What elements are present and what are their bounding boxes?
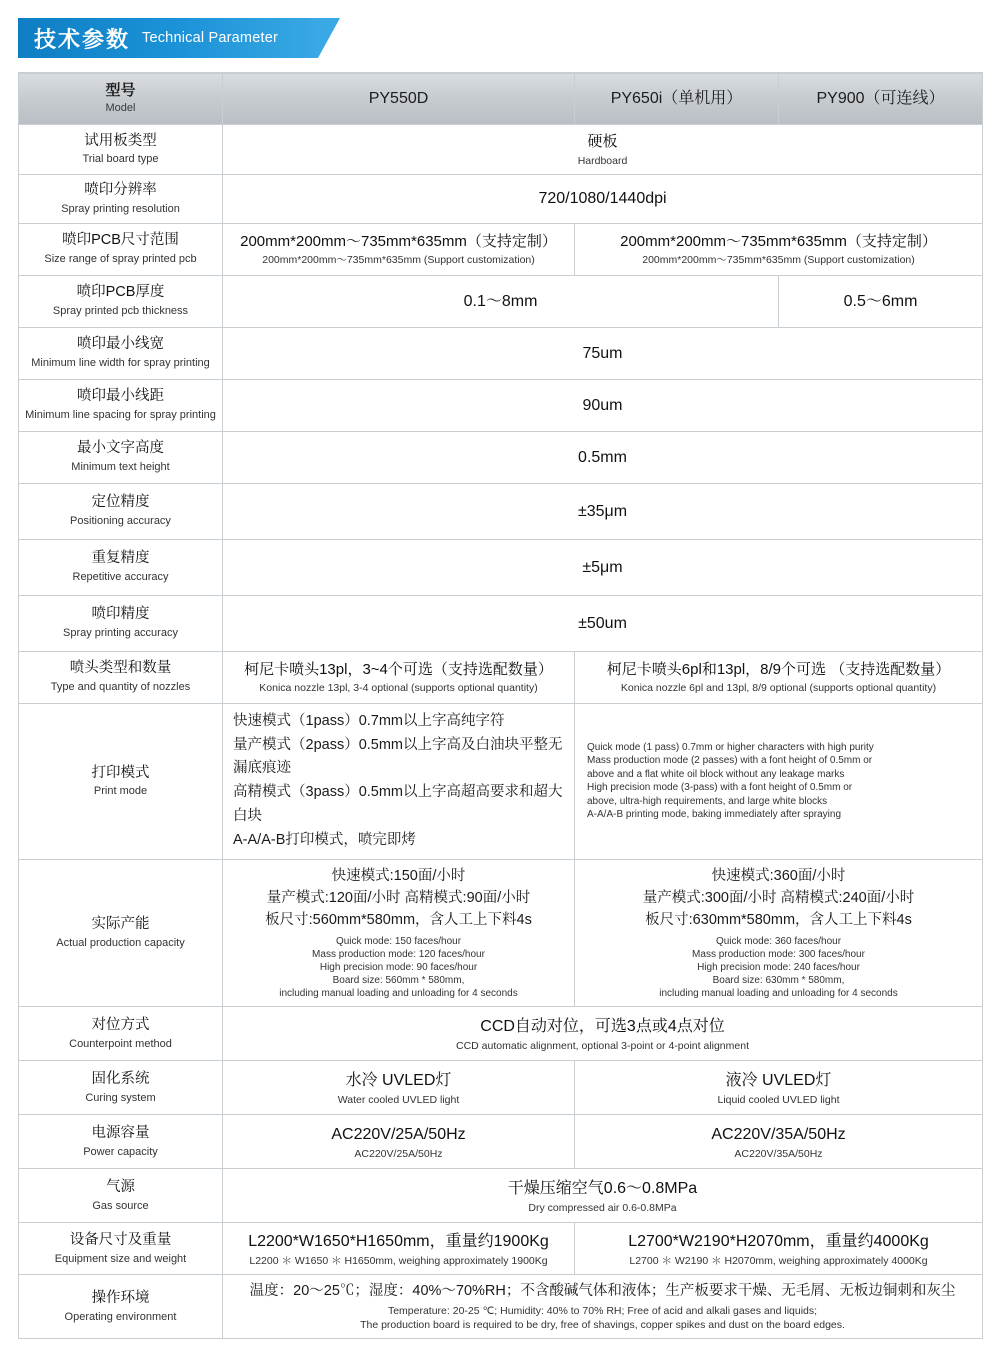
row-value-counterpoint (223, 1007, 983, 1061)
value-en: L2700 ＊ W2190 ＊ H2070mm, weighing approximately 4000Kg (629, 1254, 928, 1267)
capacity-line-en: High precision mode: 240 faces/hour (697, 962, 860, 974)
header-model-1: PY550D (368, 89, 429, 107)
label-cn: 喷头类型和数量 (69, 660, 172, 677)
table-row (19, 651, 983, 703)
row-label-positioning-accuracy (19, 483, 223, 539)
label-en: Size range of spray printed pcb (44, 253, 197, 266)
row-value-pcb-size-range-py550d (223, 223, 575, 275)
capacity-line-en: Board size: 560mm * 580mm, (332, 975, 465, 987)
value-en: Dry compressed air 0.6-0.8MPa (528, 1201, 677, 1214)
label-en: Repetitive accuracy (72, 571, 169, 584)
label-en: Equipment size and weight (54, 1252, 187, 1265)
value-en: 200mm*200mm～735mm*635mm (Support customization) (642, 254, 915, 267)
capacity-line: 量产模式:300面/小时 高精模式:240面/小时 (642, 889, 915, 906)
label-en: Spray printed pcb thickness (52, 305, 189, 318)
row-value-positioning-accuracy (223, 483, 983, 539)
row-value-capacity-py550d (223, 860, 575, 1007)
section-banner (18, 18, 340, 58)
row-value-capacity-py650i-py900 (575, 860, 983, 1007)
header-cell-py650i (575, 73, 779, 125)
value-cn: 柯尼卡喷头6pl和13pl，8/9个可选 （支持选配数量） (606, 660, 951, 678)
value-en: Hardboard (577, 154, 628, 167)
row-label-pcb-size-range (19, 223, 223, 275)
row-value-print-mode-en (575, 703, 983, 860)
value-cn: 0.1～8mm (463, 292, 538, 310)
table-row-print-mode (19, 703, 983, 860)
label-en: Spray printing accuracy (63, 627, 178, 640)
label-en: Positioning accuracy (70, 515, 171, 528)
capacity-en-right (581, 935, 976, 1000)
row-value-min-text-height (223, 431, 983, 483)
row-value-min-line-spacing (223, 379, 983, 431)
print-mode-line: 快速模式（1pass）0.7mm以上字高纯字符 (233, 712, 505, 729)
capacity-cn-left (229, 866, 568, 931)
row-label-print-mode (19, 703, 223, 860)
label-en: Gas source (92, 1199, 149, 1212)
table-body (19, 125, 983, 1339)
label-en: Counterpoint method (69, 1037, 172, 1050)
table-row (19, 1061, 983, 1115)
print-mode-line-en: High precision mode (3-pass) with a font height of 0.5mm or (587, 782, 853, 794)
value-cn: 200mm*200mm～735mm*635mm（支持定制） (240, 232, 557, 250)
row-value-nozzles-py650i-py900 (575, 651, 983, 703)
row-label-nozzles (19, 651, 223, 703)
table-row (19, 431, 983, 483)
table-row (19, 174, 983, 223)
row-value-repetitive-accuracy (223, 539, 983, 595)
capacity-line-en: Mass production mode: 300 faces/hour (692, 949, 865, 961)
value-cn: 0.5～6mm (843, 292, 918, 310)
label-en: Trial board type (82, 153, 159, 166)
print-mode-line: A-A/A-B打印模式，喷完即烤 (233, 832, 416, 849)
value-en: Konica nozzle 6pl and 13pl, 8/9 optional (supports optional quantity) (620, 682, 937, 695)
row-value-operating-environment (223, 1275, 983, 1339)
print-mode-line: 量产模式（2pass）0.5mm以上字高及白油块平整无漏底痕迹 (233, 736, 563, 777)
value-cn: 硬板 (587, 133, 618, 150)
row-label-resolution (19, 174, 223, 223)
label-cn: 电源容量 (91, 1125, 150, 1142)
print-mode-line-en: above and a flat white oil block without any leakage marks (587, 768, 845, 780)
print-mode-line-en: above, ultra-high requirements, and large white blocks (587, 795, 828, 807)
label-cn: 最小文字高度 (77, 440, 164, 457)
value-en: AC220V/35A/50Hz (734, 1147, 823, 1160)
label-cn: 喷印最小线距 (77, 388, 164, 405)
header-model-2: PY650i（单机用） (610, 89, 743, 107)
environment-cn: 温度：20～25℃；湿度：40%～70%RH；不含酸碱气体和液体；生产板要求干燥、无毛屑、无板边铜刺和灰尘 (249, 1283, 956, 1300)
table-row (19, 1169, 983, 1223)
label-cn: 重复精度 (91, 550, 150, 567)
header-model-cn: 型号 (105, 81, 136, 99)
table-row (19, 379, 983, 431)
row-label-gas-source (19, 1169, 223, 1223)
table-row-environment (19, 1275, 983, 1339)
spec-sheet-page (0, 18, 1000, 1356)
value-cn: 720/1080/1440dpi (538, 190, 667, 208)
label-en: Minimum line width for spray printing (31, 357, 210, 370)
row-value-trial-board-type (223, 125, 983, 175)
row-value-spray-accuracy (223, 595, 983, 651)
label-cn: 对位方式 (91, 1017, 150, 1034)
table-row (19, 1007, 983, 1061)
value-cn: ±5μm (582, 558, 623, 576)
row-label-curing-system (19, 1061, 223, 1115)
table-row (19, 275, 983, 327)
value-cn: L2200*W1650*H1650mm，重量约1900Kg (248, 1232, 549, 1250)
row-label-min-line-width (19, 327, 223, 379)
row-label-min-text-height (19, 431, 223, 483)
table-row (19, 539, 983, 595)
label-en: Spray printing resolution (61, 202, 180, 215)
table-row (19, 595, 983, 651)
header-cell-py550d (223, 73, 575, 125)
value-en: CCD automatic alignment, optional 3-point or 4-point alignment (456, 1039, 749, 1052)
banner-title-cn: 技术参数 (34, 26, 131, 52)
print-mode-en-list (581, 741, 976, 822)
row-label-trial-board-type (19, 125, 223, 175)
value-cn: ±35μm (577, 502, 628, 520)
row-label-spray-accuracy (19, 595, 223, 651)
banner-title-en: Technical Parameter (142, 30, 278, 46)
row-value-thickness-1 (223, 275, 779, 327)
row-value-power-py650i-py900 (575, 1115, 983, 1169)
row-label-counterpoint (19, 1007, 223, 1061)
header-cell-model (19, 73, 223, 125)
capacity-line-en: including manual loading and unloading for 4 seconds (279, 988, 518, 1000)
value-en: Water cooled UVLED light (337, 1093, 460, 1106)
label-cn: 气源 (106, 1179, 135, 1196)
label-en: Operating environment (64, 1310, 177, 1323)
value-en: 200mm*200mm～735mm*635mm (Support customization) (262, 254, 535, 267)
capacity-line: 板尺寸:630mm*580mm，含人工上下料4s (645, 911, 912, 928)
print-mode-line: 高精模式（3pass）0.5mm以上字高超高要求和超大白块 (233, 784, 563, 825)
row-label-capacity (19, 860, 223, 1007)
capacity-line-en: Board size: 630mm * 580mm, (712, 975, 845, 987)
table-row (19, 125, 983, 175)
value-cn: 液冷 UVLED灯 (725, 1071, 832, 1089)
value-cn: 0.5mm (578, 448, 627, 466)
table-row (19, 223, 983, 275)
capacity-en-left (229, 935, 568, 1000)
row-value-nozzles-py550d (223, 651, 575, 703)
row-value-curing-py650i-py900 (575, 1061, 983, 1115)
header-cell-py900 (779, 73, 983, 125)
row-value-size-py650i-py900 (575, 1223, 983, 1275)
capacity-line: 量产模式:120面/小时 高精模式:90面/小时 (266, 889, 531, 906)
value-en: AC220V/25A/50Hz (354, 1147, 443, 1160)
label-en: Curing system (85, 1091, 156, 1104)
row-label-pcb-thickness (19, 275, 223, 327)
table-header (19, 73, 983, 125)
banner-tail-shape (318, 18, 340, 58)
label-en: Actual production capacity (56, 937, 185, 950)
value-cn: 90um (582, 396, 623, 414)
label-cn: 喷印分辨率 (84, 181, 157, 198)
label-en: Power capacity (83, 1145, 158, 1158)
value-cn: AC220V/25A/50Hz (331, 1125, 466, 1143)
value-cn: 柯尼卡喷头13pl，3~4个可选（支持选配数量） (244, 660, 553, 678)
specification-table (18, 72, 983, 1339)
row-value-thickness-2 (779, 275, 983, 327)
label-cn: 试用板类型 (84, 132, 157, 149)
label-en: Print mode (93, 785, 148, 798)
row-label-repetitive-accuracy (19, 539, 223, 595)
label-cn: 喷印精度 (91, 606, 150, 623)
capacity-line: 板尺寸:560mm*580mm，含人工上下料4s (265, 911, 532, 928)
value-en: Liquid cooled UVLED light (717, 1093, 840, 1106)
value-cn: 水冷 UVLED灯 (345, 1071, 452, 1089)
print-mode-line-en: Mass production mode (2 passes) with a font height of 0.5mm or (587, 755, 873, 767)
table-row (19, 483, 983, 539)
environment-en-line: Temperature: 20-25 ℃; Humidity: 40% to 70% RH; Free of acid and alkali gases and liquids; (387, 1304, 818, 1317)
environment-en (229, 1304, 976, 1332)
capacity-line-en: Quick mode: 360 faces/hour (715, 936, 842, 948)
header-model-en: Model (105, 101, 136, 114)
capacity-line-en: High precision mode: 90 faces/hour (319, 962, 478, 974)
capacity-line: 快速模式:360面/小时 (711, 868, 846, 885)
value-cn: 200mm*200mm～735mm*635mm（支持定制） (620, 232, 937, 250)
label-en: Type and quantity of nozzles (50, 681, 191, 694)
capacity-line: 快速模式:150面/小时 (331, 868, 466, 885)
table-row (19, 1115, 983, 1169)
label-cn: 定位精度 (91, 494, 150, 511)
header-model-3: PY900（可连线） (816, 89, 945, 107)
label-cn: 实际产能 (91, 916, 150, 933)
row-label-operating-environment (19, 1275, 223, 1339)
capacity-line-en: Mass production mode: 120 faces/hour (312, 949, 485, 961)
print-mode-cn-list (229, 710, 568, 854)
label-cn: 打印模式 (91, 764, 150, 781)
table-row (19, 1223, 983, 1275)
environment-en-line: The production board is required to be dry, free of shavings, copper spikes and dust on the board edges. (360, 1318, 845, 1331)
table-row-capacity (19, 860, 983, 1007)
label-cn: 固化系统 (91, 1071, 150, 1088)
label-cn: 设备尺寸及重量 (69, 1232, 172, 1249)
value-cn: 干燥压缩空气0.6～0.8MPa (507, 1179, 698, 1197)
row-value-power-py550d (223, 1115, 575, 1169)
row-value-size-py550d (223, 1223, 575, 1275)
value-cn: L2700*W2190*H2070mm，重量约4000Kg (628, 1232, 929, 1250)
label-cn: 喷印PCB厚度 (76, 284, 165, 301)
value-en: L2200 ＊ W1650 ＊ H1650mm, weighing approximately 1900Kg (249, 1254, 548, 1267)
value-cn: CCD自动对位，可选3点或4点对位 (480, 1017, 725, 1035)
print-mode-line-en: A-A/A-B printing mode, baking immediately after spraying (587, 809, 842, 821)
label-en: Minimum text height (71, 461, 170, 474)
label-en: Minimum line spacing for spray printing (25, 409, 216, 422)
row-label-min-line-spacing (19, 379, 223, 431)
label-cn: 喷印最小线宽 (77, 336, 164, 353)
capacity-line-en: Quick mode: 150 faces/hour (335, 936, 462, 948)
row-label-equipment-size-weight (19, 1223, 223, 1275)
capacity-line-en: including manual loading and unloading for 4 seconds (659, 988, 898, 1000)
label-cn: 喷印PCB尺寸范围 (62, 232, 179, 249)
value-cn: AC220V/35A/50Hz (711, 1125, 846, 1143)
row-label-power-capacity (19, 1115, 223, 1169)
table-header-row (19, 73, 983, 125)
value-cn: 75um (582, 344, 623, 362)
row-value-resolution (223, 174, 983, 223)
capacity-cn-right (581, 866, 976, 931)
row-value-curing-py550d (223, 1061, 575, 1115)
row-value-gas-source (223, 1169, 983, 1223)
label-cn: 操作环境 (91, 1289, 150, 1306)
value-cn: ±50um (578, 614, 627, 632)
row-value-pcb-size-range-py650i-py900 (575, 223, 983, 275)
table-row (19, 327, 983, 379)
print-mode-line-en: Quick mode (1 pass) 0.7mm or higher characters with high purity (587, 741, 874, 753)
value-en: Konica nozzle 13pl, 3-4 optional (supports optional quantity) (259, 682, 538, 695)
row-value-min-line-width (223, 327, 983, 379)
row-value-print-mode-cn (223, 703, 575, 860)
